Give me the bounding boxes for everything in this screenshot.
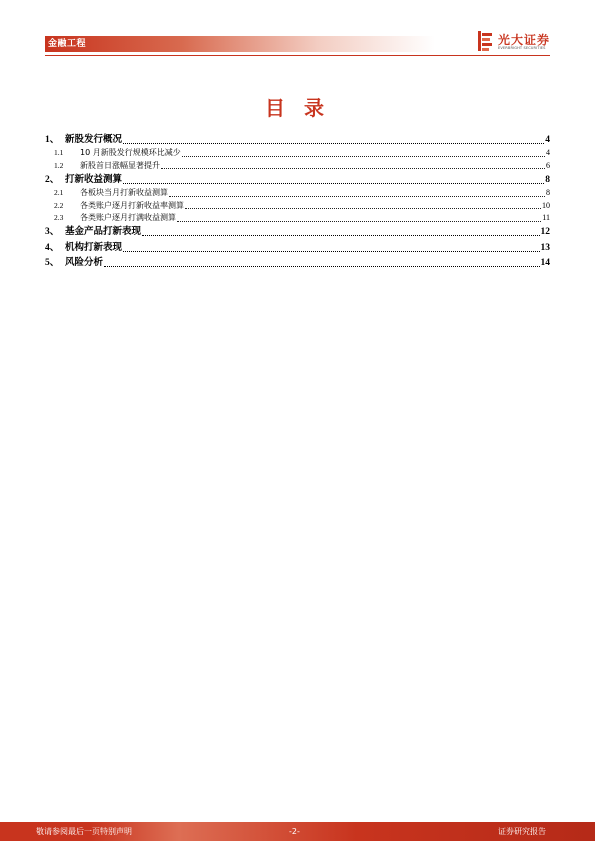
toc-leader-dots xyxy=(185,208,541,209)
section-title: 金融工程 xyxy=(48,39,87,49)
footer-disclaimer: 敬请参阅最后一页特别声明 xyxy=(36,827,132,836)
toc-entry-title: 机构打新表现 xyxy=(65,241,123,253)
toc-entry[interactable] xyxy=(45,224,550,239)
toc-entry-title: 各类账户逐月打新收益率测算 xyxy=(80,200,184,210)
toc-entry-title: 10 月新股发行规模环比减少 xyxy=(80,148,181,158)
company-logo xyxy=(478,31,553,53)
toc-entry-page: 4 xyxy=(545,135,550,145)
toc-entry-page: 6 xyxy=(546,160,550,170)
toc-entry[interactable] xyxy=(45,200,550,212)
toc-leader-dots xyxy=(123,251,539,252)
toc-entry-number: 1.2 xyxy=(54,160,64,170)
toc-entry-number: 4、 xyxy=(45,242,60,253)
toc-entry[interactable] xyxy=(45,240,550,255)
toc-entry-page: 13 xyxy=(540,242,550,253)
toc-entry-number: 1.1 xyxy=(54,148,64,158)
toc-leader-dots xyxy=(169,196,545,197)
logo-name: 光大证券 xyxy=(498,33,551,47)
toc-leader-dots xyxy=(142,235,539,236)
toc-entry-title: 基金产品打新表现 xyxy=(65,226,142,238)
toc-entry-title: 各类账户逐月打满收益测算 xyxy=(80,212,176,222)
toc-entry-title: 新股首日涨幅显著提升 xyxy=(80,160,160,170)
toc-entry[interactable] xyxy=(45,132,550,147)
toc-leader-dots xyxy=(177,221,541,222)
toc-entry-number: 5、 xyxy=(45,257,60,268)
toc-entry-page: 10 xyxy=(542,200,550,210)
toc-entry-title: 打新收益测算 xyxy=(65,173,123,185)
footer-report-type: 证券研究报告 xyxy=(498,827,546,836)
toc-entry-number: 3、 xyxy=(45,227,60,238)
logo-english-name: EVERBRIGHT SECURITIES xyxy=(498,46,546,50)
toc-entry-page: 11 xyxy=(542,212,550,222)
toc-entry-title: 各板块当月打新收益测算 xyxy=(80,188,168,198)
toc-leader-dots xyxy=(182,156,545,157)
toc-entry-page: 8 xyxy=(546,188,550,198)
toc-entry-title: 风险分析 xyxy=(65,256,104,268)
page-number: -2- xyxy=(289,827,300,836)
toc-entry-title: 新股发行概况 xyxy=(65,134,123,145)
toc-entry[interactable] xyxy=(45,172,550,187)
toc-entry-number: 2、 xyxy=(45,174,60,185)
logo-mark-icon xyxy=(478,31,492,51)
toc-entry[interactable] xyxy=(45,160,550,172)
toc-entry[interactable] xyxy=(45,255,550,270)
toc-leader-dots xyxy=(104,266,539,267)
toc-entry[interactable] xyxy=(45,147,550,159)
toc-leader-dots xyxy=(123,143,544,144)
toc-entry-number: 2.3 xyxy=(54,212,64,222)
toc-leader-dots xyxy=(123,183,544,184)
toc-entry[interactable] xyxy=(45,212,550,224)
toc-entry-page: 8 xyxy=(545,174,550,185)
toc-entry[interactable] xyxy=(45,187,550,199)
header-divider xyxy=(45,55,550,56)
toc-entry-page: 12 xyxy=(540,227,550,238)
header-band xyxy=(45,36,435,52)
toc-entry-number: 1、 xyxy=(45,135,60,145)
toc-leader-dots xyxy=(161,168,545,169)
toc-entry-page: 14 xyxy=(540,257,550,268)
toc-title: 目 录 xyxy=(265,96,330,120)
toc-entry-number: 2.1 xyxy=(54,188,64,198)
toc-entry-page: 4 xyxy=(546,148,550,158)
toc-entry-number: 2.2 xyxy=(54,200,64,210)
table-of-contents xyxy=(45,132,550,270)
